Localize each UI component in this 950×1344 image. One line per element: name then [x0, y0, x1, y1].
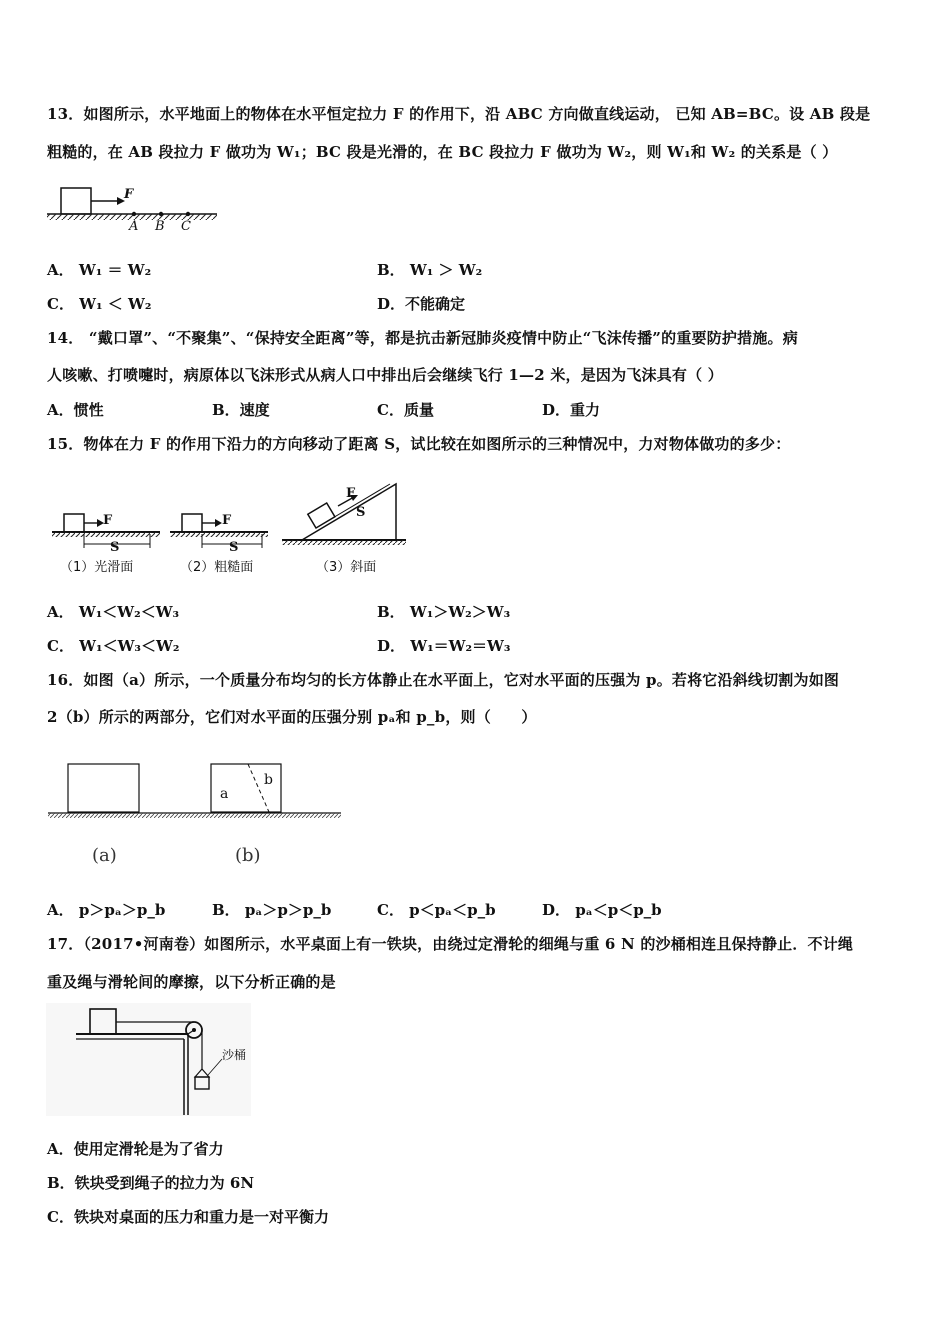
q17-bucket-label: 沙桶: [222, 1048, 247, 1062]
q16-caption-b: (b): [235, 845, 261, 866]
q14-option-c[interactable]: C．质量: [377, 401, 434, 419]
q13-point-b: B: [155, 219, 165, 234]
q13-option-c[interactable]: C． W₁ ＜ W₂: [47, 295, 152, 313]
q16-option-b[interactable]: B． pₐ＞p＞p_b: [212, 901, 332, 919]
q14-option-b[interactable]: B．速度: [212, 401, 270, 419]
q15-option-c[interactable]: C． W₁＜W₃＜W₂: [47, 637, 180, 655]
q13-text-line2: 粗糙的，在 AB 段拉力 F 做功为 W₁；BC 段是光滑的，在 BC 段拉力 F 做功为 W₂，则 W₁和 W₂ 的关系是（ ）: [47, 143, 838, 161]
q14-option-d[interactable]: D．重力: [542, 401, 601, 419]
q13-text-line1: 13．如图所示，水平地面上的物体在水平恒定拉力 F 的作用下，沿 ABC 方向做直线运动， 已知 AB=BC。设 AB 段是: [47, 105, 871, 123]
q13-option-b[interactable]: B． W₁ ＞ W₂: [377, 261, 483, 279]
q16-figure: [46, 758, 346, 828]
q15-f3-label: F: [346, 486, 356, 501]
q13-option-d[interactable]: D．不能确定: [377, 295, 466, 313]
q16-block-a: [68, 764, 139, 812]
q15-option-d[interactable]: D． W₁＝W₂＝W₃: [377, 637, 511, 655]
q15-f1-label: F: [103, 513, 113, 528]
q15-s3-label: S: [356, 505, 366, 520]
q16-part-b-label: b: [264, 772, 273, 788]
q15-s1-label: S: [110, 540, 120, 555]
q14-text-line2: 人咳嗽、打喷嚏时，病原体以飞沫形式从病人口中排出后会继续飞行 1—2 米，是因为飞沫具有（ ）: [47, 366, 723, 384]
q13-force-label: F: [124, 187, 134, 202]
q15-f2-label: F: [222, 513, 232, 528]
q16-option-d[interactable]: D． pₐ＜p＜p_b: [542, 901, 662, 919]
q16-caption-a: (a): [92, 845, 117, 866]
q14-option-a[interactable]: A．惯性: [47, 401, 104, 419]
q17-option-b[interactable]: B．铁块受到绳子的拉力为 6N: [47, 1174, 255, 1192]
q17-text-line2: 重及绳与滑轮间的摩擦，以下分析正确的是: [47, 973, 336, 991]
q15-caption-2: （2）粗糙面: [180, 560, 254, 575]
q15-text-line1: 15．物体在力 F 的作用下沿力的方向移动了距离 S，试比较在如图所示的三种情况中，力对物体做功的多少：: [47, 435, 791, 453]
q13-point-c: C: [181, 219, 191, 234]
q17-text-line1: 17．（2017•河南卷）如图所示，水平桌面上有一铁块，由绕过定滑轮的细绳与重 6 N 的沙桶相连且保持静止．不计绳: [47, 935, 854, 953]
q15-caption-1: （1）光滑面: [60, 560, 134, 575]
q17-option-c[interactable]: C．铁块对桌面的压力和重力是一对平衡力: [47, 1208, 329, 1226]
q15-option-a[interactable]: A． W₁＜W₂＜W₃: [47, 603, 180, 621]
q15-caption-3: （3）斜面: [316, 560, 377, 575]
q13-block: [61, 188, 91, 214]
q16-text-line2: 2（b）所示的两部分，它们对水平面的压强分别 pₐ和 p_b，则（ ）: [47, 708, 537, 726]
q14-text-line1: 14． “戴口罩”、“不聚集”、“保持安全距离”等，都是抗击新冠肺炎疫情中防止“飞沫传播”的重要防护措施。病: [47, 329, 798, 347]
q16-part-a-label: a: [220, 786, 229, 802]
q15-s2-label: S: [229, 540, 239, 555]
q16-text-line1: 16．如图（a）所示，一个质量分布均匀的长方体静止在水平面上，它对水平面的压强为 p。若将它沿斜线切割为如图: [47, 671, 840, 689]
q13-option-a[interactable]: A． W₁ ＝ W₂: [47, 261, 152, 279]
q17-option-a[interactable]: A．使用定滑轮是为了省力: [47, 1140, 224, 1158]
q16-option-a[interactable]: A． p＞pₐ＞p_b: [47, 901, 166, 919]
q13-point-a: A: [129, 219, 139, 234]
q15-option-b[interactable]: B． W₁＞W₂＞W₃: [377, 603, 511, 621]
q16-option-c[interactable]: C． p＜pₐ＜p_b: [377, 901, 496, 919]
